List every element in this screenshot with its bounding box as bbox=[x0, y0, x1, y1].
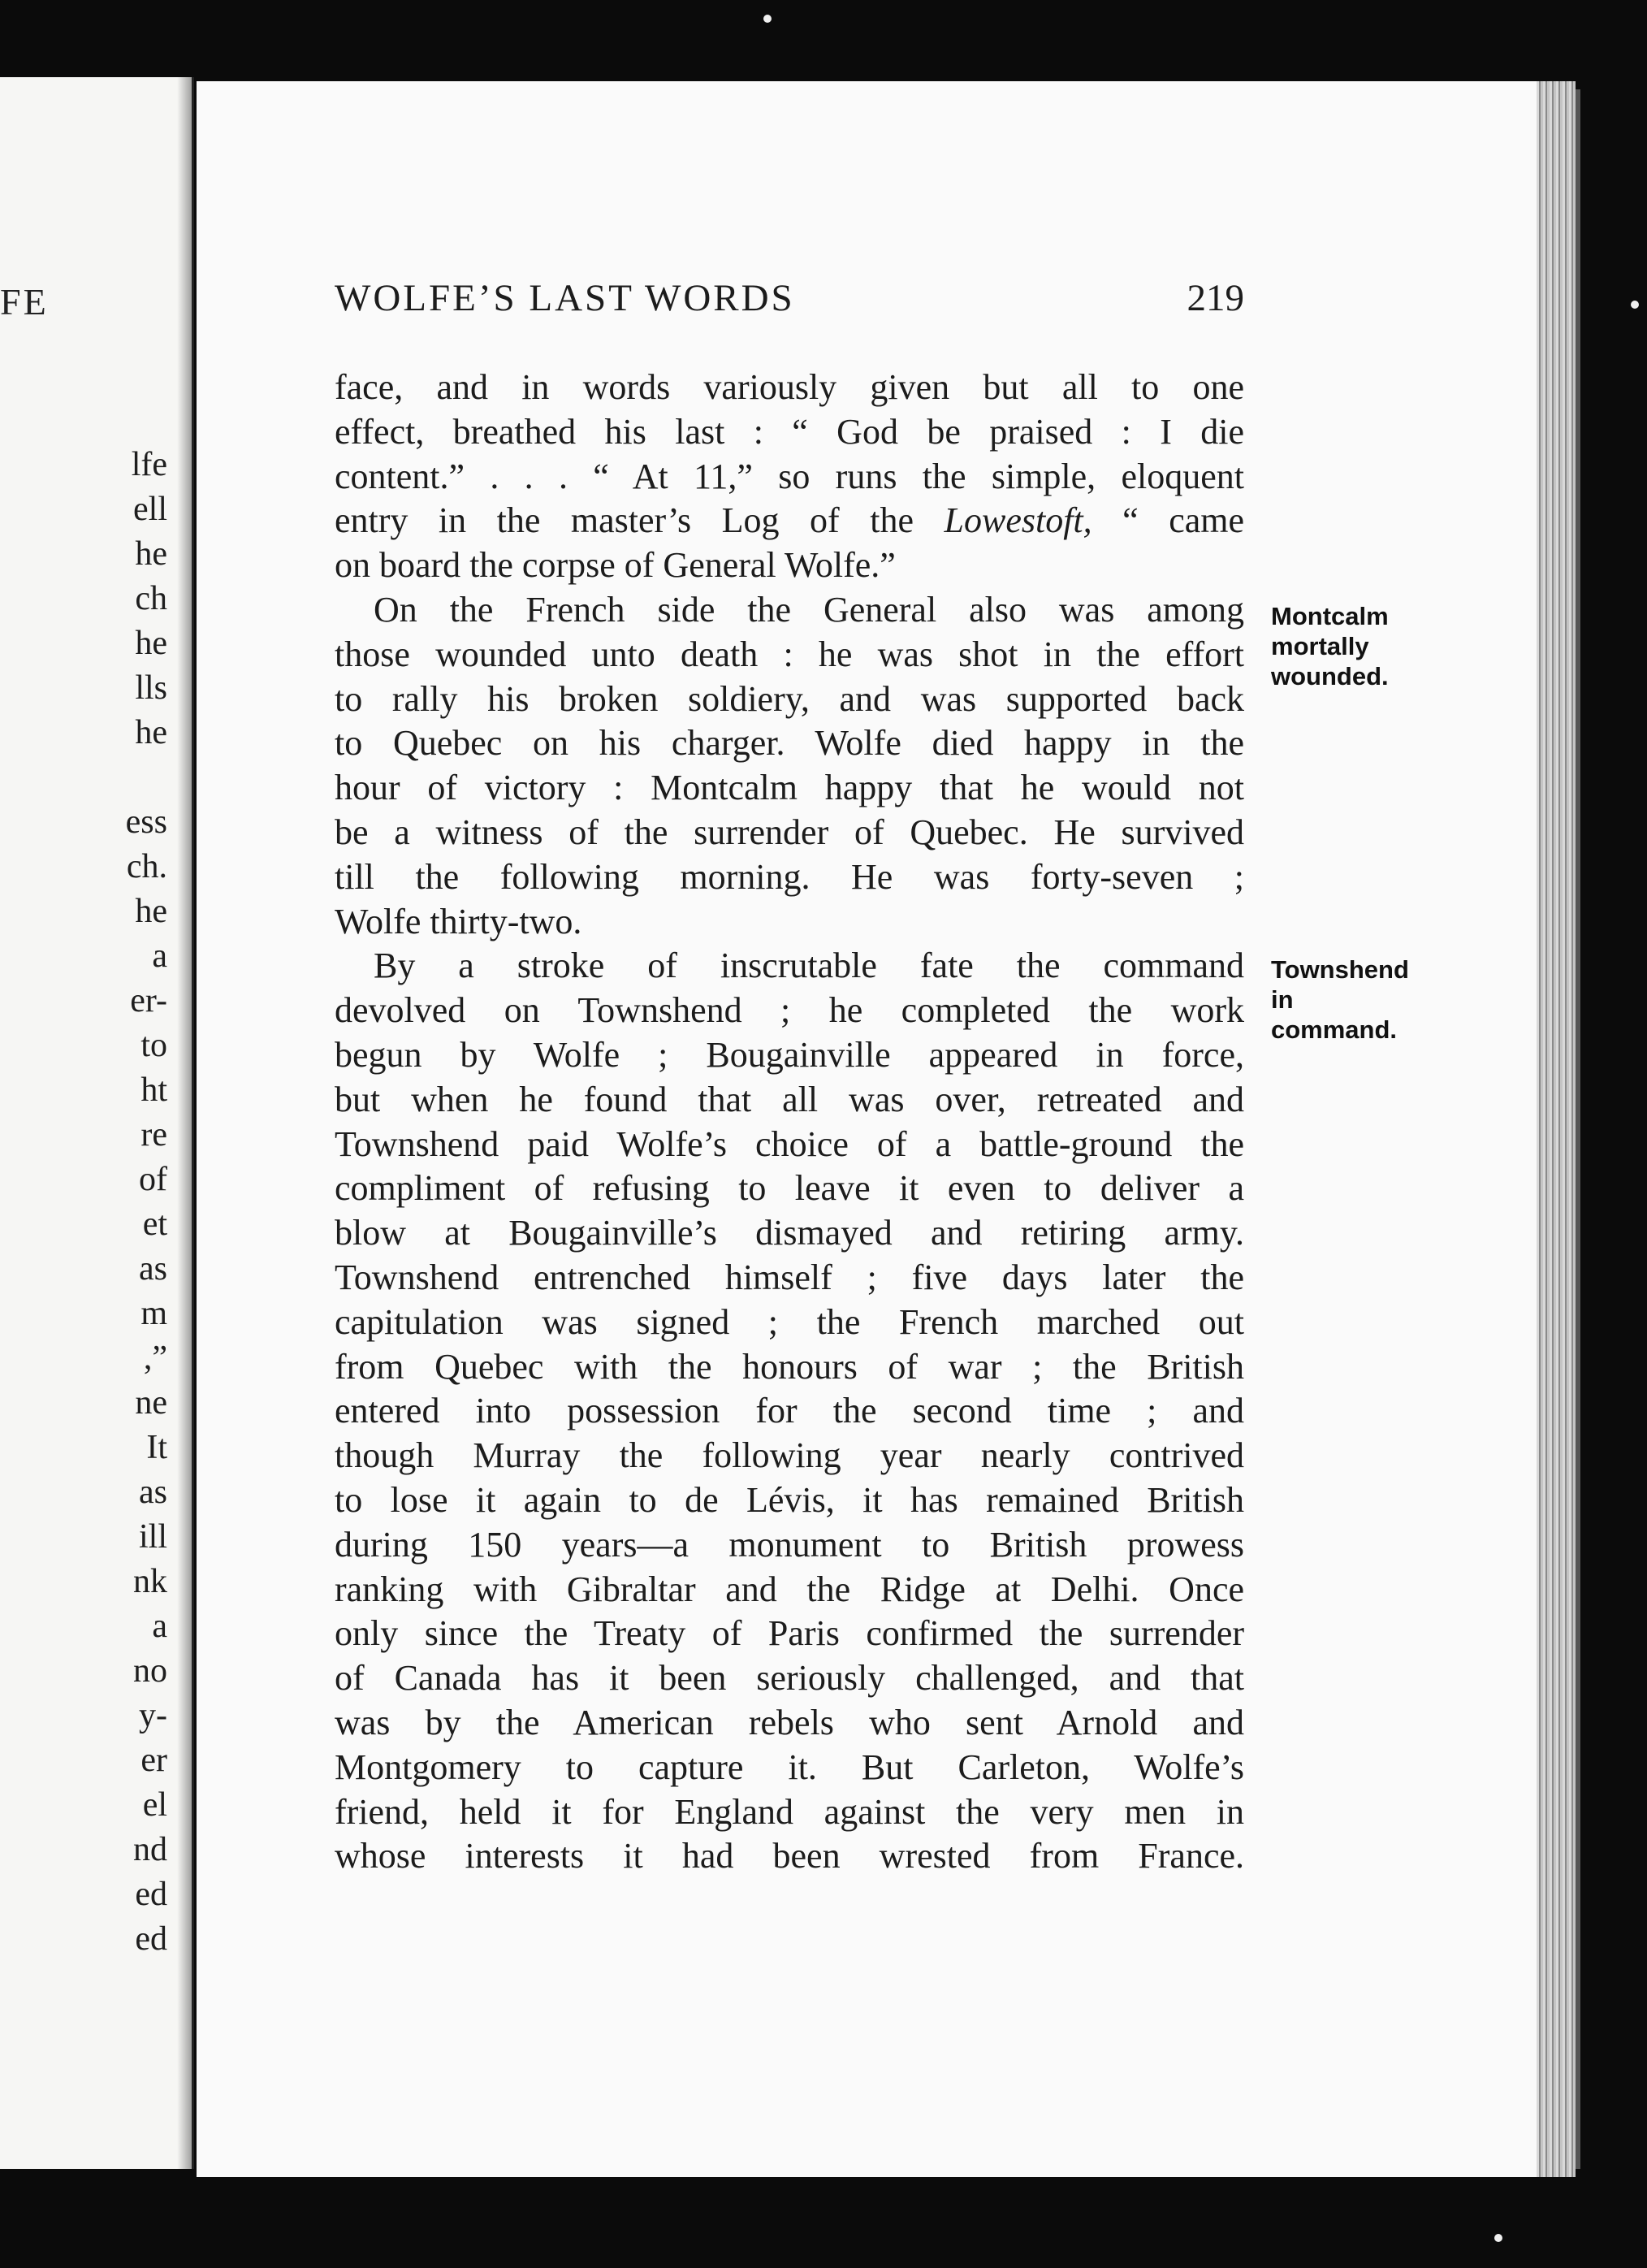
text-line: those wounded unto death : he was shot in the effort bbox=[335, 634, 1244, 674]
text-line: Townshend paid Wolfe’s choice of a battle-ground the bbox=[335, 1123, 1244, 1164]
previous-page-line: to bbox=[140, 1027, 167, 1064]
side-note-line: command. bbox=[1271, 1015, 1398, 1044]
previous-page-line: y- bbox=[139, 1697, 167, 1734]
text-line: face, and in words variously given but all to one bbox=[335, 367, 1244, 407]
text-line: was by the American rebels who sent Arnold and bbox=[335, 1702, 1244, 1742]
text-line: Montgomery to capture it. But Carleton, Wolfe’s bbox=[335, 1746, 1244, 1787]
side-note-montcalm bbox=[1271, 601, 1466, 691]
running-title: WOLFE’S LAST WORDS bbox=[335, 277, 795, 319]
dust-speck bbox=[1494, 2234, 1502, 2242]
text-line: to rally his broken soldiery, and was supported back bbox=[335, 678, 1244, 719]
text-line: only since the Treaty of Paris confirmed the surrender bbox=[335, 1613, 1244, 1654]
previous-page-line: er- bbox=[130, 982, 167, 1019]
running-head bbox=[335, 276, 1244, 325]
text-line: entered into possession for the second time ; and bbox=[335, 1391, 1244, 1431]
text-line: from Quebec with the honours of war ; the British bbox=[335, 1346, 1244, 1387]
previous-page-line: as bbox=[139, 1474, 167, 1511]
previous-page-line: el bbox=[142, 1786, 167, 1824]
text-line: By a stroke of inscrutable fate the command bbox=[374, 946, 1244, 986]
previous-page-text bbox=[0, 443, 192, 1962]
previous-page-line: a bbox=[152, 1608, 167, 1645]
text-line: blow at Bougainville’s dismayed and retiring army. bbox=[335, 1213, 1244, 1253]
text-line: begun by Wolfe ; Bougainville appeared in force, bbox=[335, 1034, 1244, 1075]
previous-page-line: ess bbox=[125, 803, 167, 841]
dust-speck bbox=[1631, 301, 1639, 309]
text-line: effect, breathed his last : “ God be praised : I die bbox=[335, 411, 1244, 452]
previous-page-line: ed bbox=[135, 1876, 167, 1913]
ship-name: Lowestoft, bbox=[944, 500, 1092, 541]
body-text bbox=[335, 366, 1244, 1879]
side-note-line: Montcalm bbox=[1271, 602, 1389, 630]
previous-page-line: ell bbox=[133, 491, 167, 528]
previous-page-line: ,” bbox=[143, 1340, 167, 1377]
text-line: ranking with Gibraltar and the Ridge at Delhi. Once bbox=[335, 1569, 1244, 1609]
gutter-shadow bbox=[177, 77, 192, 2169]
side-note-line: in bbox=[1271, 985, 1294, 1014]
previous-page-line: ch bbox=[135, 580, 167, 617]
previous-page-line: ne bbox=[135, 1384, 167, 1422]
previous-page-line: re bbox=[140, 1116, 167, 1153]
previous-page-line: he bbox=[135, 893, 167, 930]
previous-page bbox=[0, 77, 194, 2169]
previous-page-line: It bbox=[146, 1429, 167, 1466]
text-line: devolved on Townshend ; he completed the work bbox=[335, 990, 1244, 1031]
text-line: but when he found that all was over, retreated and bbox=[335, 1079, 1244, 1119]
text-line: to Quebec on his charger. Wolfe died happy in the bbox=[335, 723, 1244, 764]
previous-page-line: ch. bbox=[126, 848, 167, 885]
text-line: content.” . . . “ At 11,” so runs the simple, eloquent bbox=[335, 456, 1244, 496]
dust-speck bbox=[763, 15, 772, 23]
text-line: Wolfe thirty-two. bbox=[335, 901, 582, 941]
text-line bbox=[335, 499, 1244, 543]
text-line: Townshend entrenched himself ; five days later the bbox=[335, 1257, 1244, 1297]
text-line: be a witness of the surrender of Quebec. He survived bbox=[335, 812, 1244, 852]
previous-page-line: nk bbox=[133, 1563, 167, 1600]
side-note-line: mortally bbox=[1271, 632, 1369, 660]
previous-page-line: as bbox=[139, 1250, 167, 1288]
previous-page-line: no bbox=[133, 1652, 167, 1690]
previous-page-line: m bbox=[140, 1295, 167, 1332]
previous-page-line: et bbox=[142, 1205, 167, 1243]
text-line: during 150 years—a monument to British prowess bbox=[335, 1524, 1244, 1565]
previous-page-line: lfe bbox=[131, 446, 167, 483]
previous-page-line: ill bbox=[138, 1518, 167, 1556]
side-note-townshend bbox=[1271, 954, 1466, 1045]
page-edges bbox=[1537, 81, 1576, 2177]
previous-page-line: er bbox=[140, 1742, 167, 1779]
text-line: friend, held it for England against the very men in bbox=[335, 1791, 1244, 1832]
previous-page-line: he bbox=[135, 535, 167, 573]
text-line: till the following morning. He was forty-seven ; bbox=[335, 856, 1244, 897]
text-line: capitulation was signed ; the French marched out bbox=[335, 1301, 1244, 1342]
side-note-line: wounded. bbox=[1271, 662, 1389, 690]
previous-page-line bbox=[0, 755, 192, 800]
previous-page-line: of bbox=[139, 1161, 167, 1198]
previous-page-line: ht bbox=[140, 1071, 167, 1109]
previous-page-line: nd bbox=[133, 1831, 167, 1868]
previous-page-running-head: FE bbox=[0, 281, 49, 322]
text-line: of Canada has it been seriously challenged, and that bbox=[335, 1658, 1244, 1699]
text-line: though Murray the following year nearly contrived bbox=[335, 1435, 1244, 1476]
text-segment: “ came bbox=[1122, 500, 1245, 541]
previous-page-line: a bbox=[152, 937, 167, 975]
page-number: 219 bbox=[1187, 277, 1244, 319]
previous-page-line: he bbox=[135, 625, 167, 662]
text-line: hour of victory : Montcalm happy that he would not bbox=[335, 768, 1244, 808]
side-note-line: Townshend bbox=[1271, 955, 1409, 984]
previous-page-line: ed bbox=[135, 1920, 167, 1958]
text-line: compliment of refusing to leave it even to deliver a bbox=[335, 1168, 1244, 1209]
text-line: whose interests it had been wrested from France. bbox=[335, 1836, 1244, 1876]
text-line: On the French side the General also was among bbox=[374, 589, 1244, 630]
text-segment: entry in the master’s Log of the bbox=[335, 500, 914, 541]
page-edge-shadow bbox=[1576, 89, 1580, 2169]
text-line: on board the corpse of General Wolfe.” bbox=[335, 545, 896, 586]
previous-page-line: he bbox=[135, 714, 167, 751]
text-line: to lose it again to de Lévis, it has remained British bbox=[335, 1479, 1244, 1520]
previous-page-line: lls bbox=[135, 669, 167, 707]
